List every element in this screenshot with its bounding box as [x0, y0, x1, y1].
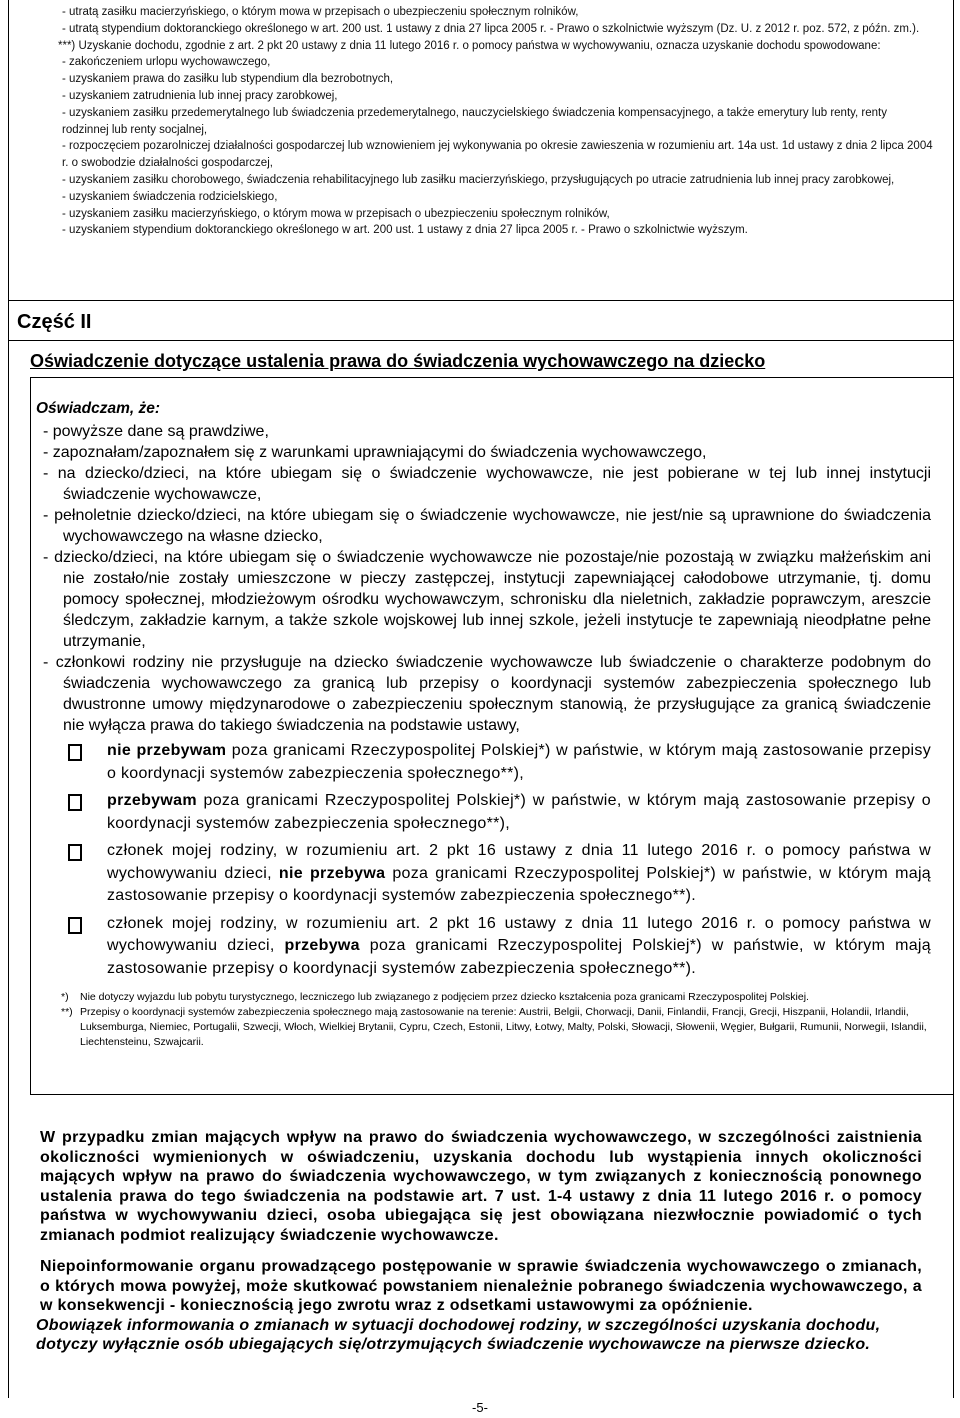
footnote-mark: **) [61, 1006, 73, 1018]
option-emphasis: nie przebywam [107, 742, 227, 759]
declaration-item: - członkowi rodziny nie przysługuje na dziecko świadczenie wychowawcze lub świadczenie o charakterze podobnym do świadczenia wychowawczego za granicą lub przepisy o koordynacji systemów zabezpieczenia społecznego lub dwustronne umowy międzynarodowe o zabezpieczeniu społecznym stanowią, że przysługujące za granicą świadczenie nie wyłącza prawa do takiego świadczenia na podstawie ustawy, [43, 654, 931, 734]
option-lead: członek mojej rodziny, w rozumieniu art. 2 pkt 16 ustawy z dnia 11 lutego 2016 r. o pomocy państwa w wychowywaniu dzieci, [107, 914, 931, 954]
section-title: Oświadczenie dotyczące ustalenia prawa do świadczenia wychowawczego na dziecko [30, 351, 766, 371]
definition-item: - zakończeniem urlopu wychowawczego, [62, 56, 271, 69]
definition-item: - uzyskaniem zatrudnienia lub innej pracy zarobkowej, [62, 89, 338, 102]
notice-obligation: W przypadku zmian mających wpływ na prawo do świadczenia wychowawczego, w szczególności zaistnienia okoliczności wymienionych w oświadczeniu, uzyskania dochodu lub wystąpienia innych okoliczności mających wpływ na prawo do świadczenia wychowawczego, w tym związanych z koniecznością ponownego ustalenia prawa do tego świadczenia na podstawie art. 7 ust. 1-4 ustawy z dnia 11 lutego 2016 r. o pomocy państwa w wychowywaniu dzieci, osoba ubiegająca się jest obowiązana niezwłocznie powiadomić o tych zmianach podmiot realizujący świadczenie wychowawcze. [40, 1129, 922, 1244]
declaration-intro: Oświadczam, że: [36, 400, 161, 417]
checkbox[interactable] [68, 794, 82, 811]
checkbox[interactable] [68, 917, 82, 934]
option-applicant-abroad [43, 790, 931, 835]
part-label: Część II [17, 311, 92, 333]
option-rest: poza granicami Rzeczypospolitej Polskiej*) w państwie, w którym mają zastosowanie przepisy o koordynacji systemów zabezpieczenia społecznego**), [107, 792, 931, 832]
notice-scope: Obowiązek informowania o zmianach w sytuacji dochodowej rodziny, w szczególności uzyskania dochodu, dotyczy wyłącznie osób ubiegających się/otrzymujących świadczenie wychowawcze na pierwsze dziecko. [36, 1316, 881, 1353]
footnote-text: Nie dotyczy wyjazdu lub pobytu turystycznego, leczniczego lub związanego z podjęciem przez dziecko kształcenia poza granicami Rzeczypospolitej Polskiej. [80, 991, 809, 1003]
definition-item: - uzyskaniem zasiłku macierzyńskiego, o którym mowa w przepisach o ubezpieczeniu społecznym rolników, [62, 207, 610, 220]
footnote [43, 1005, 931, 1050]
definition-item: - rozpoczęciem pozarolniczej działalności gospodarczej lub wznowieniem jej wykonywania po okresie zawieszenia w rozumieniu art. 14a ust. 1d ustawy z dnia 2 lipca 2004 r. o swobodzie działalności gospodarczej, [62, 140, 933, 170]
page-number: -5- [472, 1400, 488, 1415]
declaration-item: - na dziecko/dzieci, na które ubiegam się o świadczenie wychowawcze, nie jest pobierane w tej lub innej instytucji świadczenie wychowawcze, [43, 465, 931, 503]
residence-options [43, 740, 931, 980]
checkbox[interactable] [68, 844, 82, 861]
income-definitions-box [8, 0, 953, 301]
footnote-mark: *) [61, 991, 69, 1003]
option-family-member-abroad [43, 913, 931, 981]
income-footnote [58, 38, 935, 55]
declaration-item: - zapoznałam/zapoznałem się z warunkami uprawniającymi do świadczenia wychowawczego, [43, 444, 707, 461]
definition-item: - uzyskaniem zasiłku przedemerytalnego lub świadczenia przedemerytalnego, nauczycielskiego świadczenia kompensacyjnego, a także emerytury lub renty, renty rodzinnej lub renty socjalnej, [62, 106, 887, 136]
footnote [43, 990, 931, 1005]
declaration-item: - pełnoletnie dziecko/dzieci, na które ubiegam się o świadczenie wychowawcze, nie jest/nie są uprawnione do świadczenia wychowawczego na własne dziecko, [43, 507, 931, 545]
declaration-list [43, 421, 931, 736]
declaration-item: - powyższe dane są prawdziwe, [43, 423, 269, 440]
change-notice [36, 1128, 922, 1355]
option-text [107, 740, 931, 785]
option-text [107, 913, 931, 981]
footnotes [43, 990, 931, 1050]
section-divider [8, 340, 953, 341]
definition-item: - utratą zasiłku macierzyńskiego, o którym mowa w przepisach o ubezpieczeniu społecznym rolników, [62, 6, 579, 18]
definition-item: - utratą stypendium doktoranckiego określonego w art. 200 ust. 1 ustawy z dnia 27 lipca 2005 r. - Prawo o szkolnictwie wyższym (Dz. U. z 2012 r. poz. 572, z późn. zm.). [62, 22, 920, 35]
notice-consequence: Niepoinformowanie organu prowadzącego postępowanie w sprawie świadczenia wychowawczego o zmianach, o których mowa powyżej, może skutkować powstaniem nienależnie pobranego świadczenia wychowawczego, a w konsekwencji - koniecznością jego zwrotu wraz z odsetkami ustawowymi za opóźnienie. [40, 1258, 922, 1314]
definition-item: - uzyskaniem stypendium doktoranckiego określonego w art. 200 ust. 1 ustawy z dnia 27 lipca 2005 r. - Prawo o szkolnictwie wyższym. [62, 224, 748, 237]
option-lead: członek mojej rodziny, w rozumieniu art. 2 pkt 16 ustawy z dnia 11 lutego 2016 r. o pomocy państwa w wychowywaniu dzieci, [107, 842, 931, 882]
definition-item: - uzyskaniem zasiłku chorobowego, świadczenia rehabilitacyjnego lub zasiłku macierzyńskiego, przysługujących po utracie zatrudnienia lub innej pracy zarobkowej, [62, 173, 895, 186]
checkbox[interactable] [68, 744, 82, 761]
option-family-member-not-abroad [43, 840, 931, 908]
footnote-text: Uzyskanie dochodu, zgodnie z art. 2 pkt 20 ustawy z dnia 11 lutego 2016 r. o pomocy państwa w wychowywaniu, oznacza uzyskanie dochodu spowodowane: [78, 39, 881, 52]
option-emphasis: nie przebywa [278, 864, 386, 882]
option-rest: poza granicami Rzeczypospolitej Polskiej*) w państwie, w którym mają zastosowanie przepisy o koordynacji systemów zabezpieczenia społecznego**), [107, 742, 931, 782]
option-rest: poza granicami Rzeczypospolitej Polskiej*) w państwie, w którym mają zastosowanie przepisy o koordynacji systemów zabezpieczenia społecznego**). [107, 937, 931, 977]
option-emphasis: przebywam [107, 792, 197, 809]
declaration-box [30, 377, 953, 1095]
declaration-item: - dziecko/dzieci, na które ubiegam się o świadczenie wychowawcze nie pozostaje/nie pozostają w związku małżeńskim ani nie zostało/nie zostały umieszczone w pieczy zastępczej, instytucji zapewniającej całodobowe utrzymanie, tj. domu pomocy społecznej, młodzieżowym ośrodku wychowawczym, schronisku dla nieletnich, zakładzie poprawczym, areszcie śledczym, zakładzie karnym, a także szkole wojskowej lub innej szkole, jeżeli instytucje te zapewniają nieodpłatne pełne utrzymanie, [43, 549, 931, 650]
option-text [107, 840, 931, 908]
footnote-mark: ***) [58, 39, 76, 52]
definition-item: - uzyskaniem świadczenia rodzicielskiego, [62, 190, 278, 203]
option-applicant-not-abroad [43, 740, 931, 785]
option-text [107, 790, 931, 835]
footnote-text: Przepisy o koordynacji systemów zabezpieczenia społecznego mają zastosowanie na terenie: Austrii, Belgii, Chorwacji, Danii, Finlandii, Francji, Grecji, Hiszpanii, Holandii, Irlandii, Luksemburga, Niemiec, Portugalii, Szwecji, Włoch, Wielkiej Brytanii, Cypru, Czech, Estonii, Litwy, Łotwy, Malty, Polski, Słowacji, Słowenii, Węgier, Bułgarii, Rumunii, Norwegii, Islandii, Liechtensteinu, Szwajcarii. [80, 1006, 927, 1048]
option-rest: poza granicami Rzeczypospolitej Polskiej*) w państwie, w którym mają zastosowanie przepisy o koordynacji systemów zabezpieczenia społecznego**). [107, 864, 931, 904]
definition-item: - uzyskaniem prawa do zasiłku lub stypendium dla bezrobotnych, [62, 73, 394, 86]
option-emphasis: przebywa [284, 937, 360, 954]
